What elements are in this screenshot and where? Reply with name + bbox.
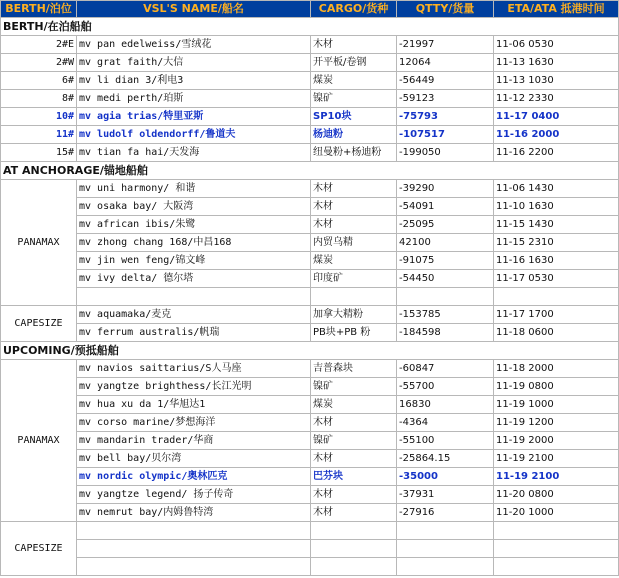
eta-cell: 11-18 0600 (494, 324, 619, 342)
vessel-cell: mv nemrut bay/内姆鲁特湾 (77, 504, 311, 522)
berth-cell: 15# (1, 144, 77, 162)
eta-cell: 11-19 1000 (494, 396, 619, 414)
vessel-cell: mv jin wen feng/锦文峰 (77, 252, 311, 270)
group-label-panamax: PANAMAX (1, 180, 77, 306)
table-row (1, 54, 619, 72)
berth-cell: 6# (1, 72, 77, 90)
qty-cell: -37931 (397, 486, 494, 504)
qty-cell: -55700 (397, 378, 494, 396)
vessel-cell: mv ivy delta/ 德尔塔 (77, 270, 311, 288)
header-vessel: VSL'S NAME/船名 (77, 1, 311, 18)
eta-cell: 11-19 2100 (494, 468, 619, 486)
cargo-cell: 木材 (311, 450, 397, 468)
qty-cell: -4364 (397, 414, 494, 432)
vessel-cell: mv hua xu da 1/华旭达1 (77, 396, 311, 414)
qty-cell: -56449 (397, 72, 494, 90)
cargo-cell: SP10块 (311, 108, 397, 126)
vessel-cell: mv tian fa hai/天发海 (77, 144, 311, 162)
vessel-cell: mv aquamaka/麦克 (77, 306, 311, 324)
berth-cell: 8# (1, 90, 77, 108)
table-row (1, 396, 619, 414)
eta-cell: 11-15 2310 (494, 234, 619, 252)
table-row (1, 486, 619, 504)
vessel-cell: mv bell bay/贝尔湾 (77, 450, 311, 468)
table-row (1, 252, 619, 270)
cargo-cell: 煤炭 (311, 72, 397, 90)
header-cargo: CARGO/货种 (311, 1, 397, 18)
cargo-cell: PB块+PB 粉 (311, 324, 397, 342)
table-row (1, 414, 619, 432)
section-anchorage (1, 162, 619, 180)
section-upcoming (1, 342, 619, 360)
berth-cell: 2#W (1, 54, 77, 72)
cargo-cell: 印度矿 (311, 270, 397, 288)
header-eta: ETA/ATA 抵港时间 (494, 1, 619, 18)
eta-cell: 11-16 2000 (494, 126, 619, 144)
qty-cell: -25864.15 (397, 450, 494, 468)
cargo-cell: 木材 (311, 216, 397, 234)
table-row-highlighted (1, 468, 619, 486)
table-row-highlighted (1, 108, 619, 126)
cargo-cell: 杨迪粉 (311, 126, 397, 144)
section-title: UPCOMING/预抵船舶 (1, 342, 619, 360)
qty-cell: 12064 (397, 54, 494, 72)
eta-cell: 11-12 2330 (494, 90, 619, 108)
cargo-cell: 镍矿 (311, 432, 397, 450)
vessel-cell: mv agia trias/特里亚斯 (77, 108, 311, 126)
vessel-cell: mv osaka bay/ 大阪湾 (77, 198, 311, 216)
cargo-cell: 煤炭 (311, 252, 397, 270)
vessel-cell: mv navios saittarius/S人马座 (77, 360, 311, 378)
eta-cell: 11-17 0400 (494, 108, 619, 126)
eta-cell: 11-06 0530 (494, 36, 619, 54)
eta-cell: 11-17 1700 (494, 306, 619, 324)
vessel-cell: mv yangtze legend/ 扬子传奇 (77, 486, 311, 504)
section-title: BERTH/在泊船舶 (1, 18, 619, 36)
cargo-cell: 内贸乌精 (311, 234, 397, 252)
eta-cell: 11-06 1430 (494, 180, 619, 198)
eta-cell: 11-17 0530 (494, 270, 619, 288)
cargo-cell: 吉普森块 (311, 360, 397, 378)
qty-cell: -153785 (397, 306, 494, 324)
header-qtty: QTTY/货量 (397, 1, 494, 18)
qty-cell: -39290 (397, 180, 494, 198)
vessel-cell: mv mandarin trader/华商 (77, 432, 311, 450)
qty-cell: -91075 (397, 252, 494, 270)
eta-cell: 11-19 2100 (494, 450, 619, 468)
eta-cell: 11-19 2000 (494, 432, 619, 450)
cargo-cell: 木材 (311, 504, 397, 522)
table-row (1, 360, 619, 378)
cargo-cell: 巴芬块 (311, 468, 397, 486)
cargo-cell: 镍矿 (311, 378, 397, 396)
table-row (1, 234, 619, 252)
vessel-cell: mv pan edelweiss/雪绒花 (77, 36, 311, 54)
qty-cell: -35000 (397, 468, 494, 486)
vessel-cell: mv uni harmony/ 和谐 (77, 180, 311, 198)
table-row (1, 90, 619, 108)
table-row (1, 72, 619, 90)
table-row (1, 270, 619, 288)
table-row (1, 378, 619, 396)
vessel-cell: mv ferrum australis/帆瑞 (77, 324, 311, 342)
table-row (1, 504, 619, 522)
table-row-empty (1, 288, 619, 306)
group-label-capesize: CAPESIZE (1, 306, 77, 342)
eta-cell: 11-20 0800 (494, 486, 619, 504)
berth-cell: 11# (1, 126, 77, 144)
qty-cell: -59123 (397, 90, 494, 108)
qty-cell: -184598 (397, 324, 494, 342)
qty-cell: 42100 (397, 234, 494, 252)
group-label-capesize: CAPESIZE (1, 522, 77, 576)
eta-cell: 11-13 1030 (494, 72, 619, 90)
qty-cell: -199050 (397, 144, 494, 162)
table-row (1, 432, 619, 450)
eta-cell: 11-10 1630 (494, 198, 619, 216)
cargo-cell: 镍矿 (311, 90, 397, 108)
vessel-cell: mv ludolf oldendorff/鲁道夫 (77, 126, 311, 144)
section-berth (1, 18, 619, 36)
eta-cell: 11-20 1000 (494, 504, 619, 522)
header-berth: BERTH/泊位 (1, 1, 77, 18)
qty-cell: -55100 (397, 432, 494, 450)
section-title: AT ANCHORAGE/锚地船舶 (1, 162, 619, 180)
eta-cell: 11-16 2200 (494, 144, 619, 162)
eta-cell: 11-13 1630 (494, 54, 619, 72)
eta-cell: 11-19 1200 (494, 414, 619, 432)
qty-cell: -107517 (397, 126, 494, 144)
table-row-empty (1, 540, 619, 558)
cargo-cell: 纽曼粉+杨迪粉 (311, 144, 397, 162)
vessel-cell: mv medi perth/珀斯 (77, 90, 311, 108)
berth-cell: 2#E (1, 36, 77, 54)
eta-cell: 11-18 2000 (494, 360, 619, 378)
table-row (1, 180, 619, 198)
table-row (1, 324, 619, 342)
cargo-cell: 木材 (311, 414, 397, 432)
qty-cell: -21997 (397, 36, 494, 54)
qty-cell: -75793 (397, 108, 494, 126)
table-row-highlighted (1, 126, 619, 144)
vessel-cell: mv nordic olympic/奥林匹克 (77, 468, 311, 486)
qty-cell: -25095 (397, 216, 494, 234)
eta-cell: 11-16 1630 (494, 252, 619, 270)
vessel-cell: mv grat faith/大信 (77, 54, 311, 72)
cargo-cell: 木材 (311, 198, 397, 216)
qty-cell: -54091 (397, 198, 494, 216)
vessel-cell: mv yangtze brighthess/长江光明 (77, 378, 311, 396)
table-row (1, 306, 619, 324)
qty-cell: 16830 (397, 396, 494, 414)
qty-cell: -27916 (397, 504, 494, 522)
table-row (1, 216, 619, 234)
eta-cell: 11-15 1430 (494, 216, 619, 234)
table-row (1, 450, 619, 468)
cargo-cell: 木材 (311, 36, 397, 54)
cargo-cell: 加拿大精粉 (311, 306, 397, 324)
group-label-panamax: PANAMAX (1, 360, 77, 522)
table-row-empty (1, 558, 619, 576)
eta-cell: 11-19 0800 (494, 378, 619, 396)
table-row (1, 198, 619, 216)
qty-cell: -54450 (397, 270, 494, 288)
vessel-cell: mv zhong chang 168/中昌168 (77, 234, 311, 252)
qty-cell: -60847 (397, 360, 494, 378)
header-row (1, 1, 619, 18)
cargo-cell: 煤炭 (311, 396, 397, 414)
table-row (1, 144, 619, 162)
cargo-cell: 木材 (311, 486, 397, 504)
vessel-cell: mv corso marine/梦想海洋 (77, 414, 311, 432)
table-row (1, 36, 619, 54)
cargo-cell: 木材 (311, 180, 397, 198)
table-row-empty (1, 522, 619, 540)
vessel-cell: mv li dian 3/利电3 (77, 72, 311, 90)
cargo-cell: 开平板/卷钢 (311, 54, 397, 72)
vessel-cell: mv african ibis/朱鹭 (77, 216, 311, 234)
berth-cell: 10# (1, 108, 77, 126)
